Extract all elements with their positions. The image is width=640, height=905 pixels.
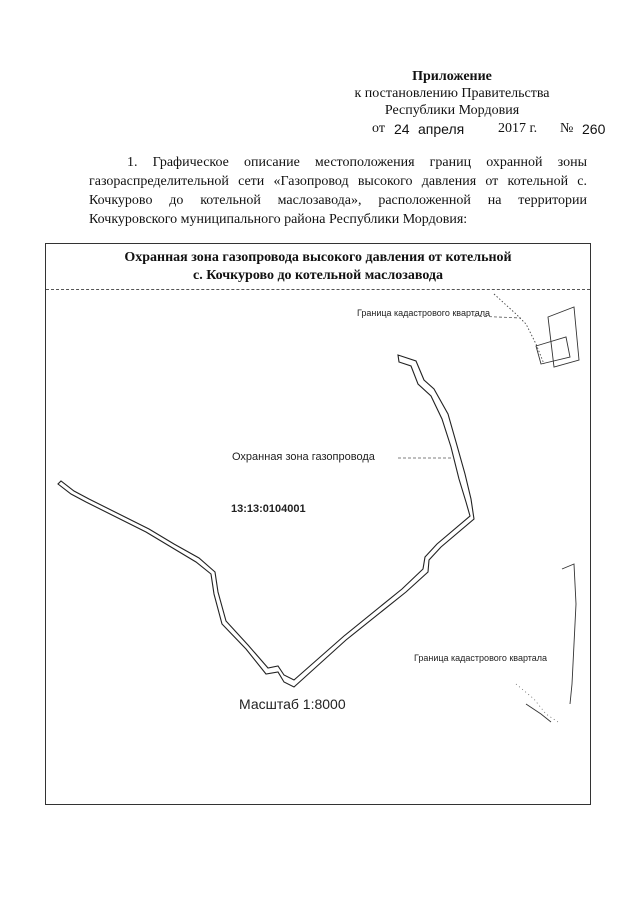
- date-year: 2017 г.: [498, 121, 538, 136]
- cadastral-boundary-bottom-dots: [516, 684, 558, 722]
- appendix-line-2: Республики Мордовия: [384, 103, 520, 118]
- paragraph-text: 1. Графическое описание местоположения границ охранной зоны газораспределительной сети «Газопровод высокого давления от котельной с. Кочкурово до котельной маслозавода», расположенной на территории Кочкуровского муниципального района Республики Мордовия:: [89, 155, 587, 227]
- map-scale: Масштаб 1:8000: [239, 696, 346, 712]
- date-prefix: от: [372, 121, 385, 136]
- appendix-block: [322, 68, 582, 119]
- label-boundary-bottom: Граница кадастрового квартала: [414, 653, 548, 663]
- map-drawing: [46, 244, 590, 804]
- number-sign: №: [560, 121, 574, 136]
- cadastral-boundary-top: [494, 294, 544, 364]
- cadastral-parcel-top: [536, 307, 579, 367]
- map-frame: [45, 243, 591, 805]
- appendix-line-1: к постановлению Правительства: [354, 86, 550, 101]
- label-cadastral-number: 13:13:0104001: [231, 503, 306, 515]
- date-day: 24: [394, 121, 410, 137]
- description-paragraph: [89, 153, 587, 229]
- cadastral-boundary-bottom: [526, 564, 576, 722]
- protection-zone-outline: [58, 355, 474, 687]
- label-boundary-top: Граница кадастрового квартала: [357, 308, 491, 318]
- map-title-line-1: Охранная зона газопровода высокого давления от котельной: [124, 250, 512, 265]
- decree-number: 260: [582, 121, 606, 137]
- label-protection-zone: Охранная зона газопровода: [232, 451, 375, 463]
- appendix-title: Приложение: [412, 69, 492, 84]
- date-month: апреля: [418, 121, 465, 137]
- map-title-line-2: с. Кочкурово до котельной маслозавода: [192, 268, 443, 283]
